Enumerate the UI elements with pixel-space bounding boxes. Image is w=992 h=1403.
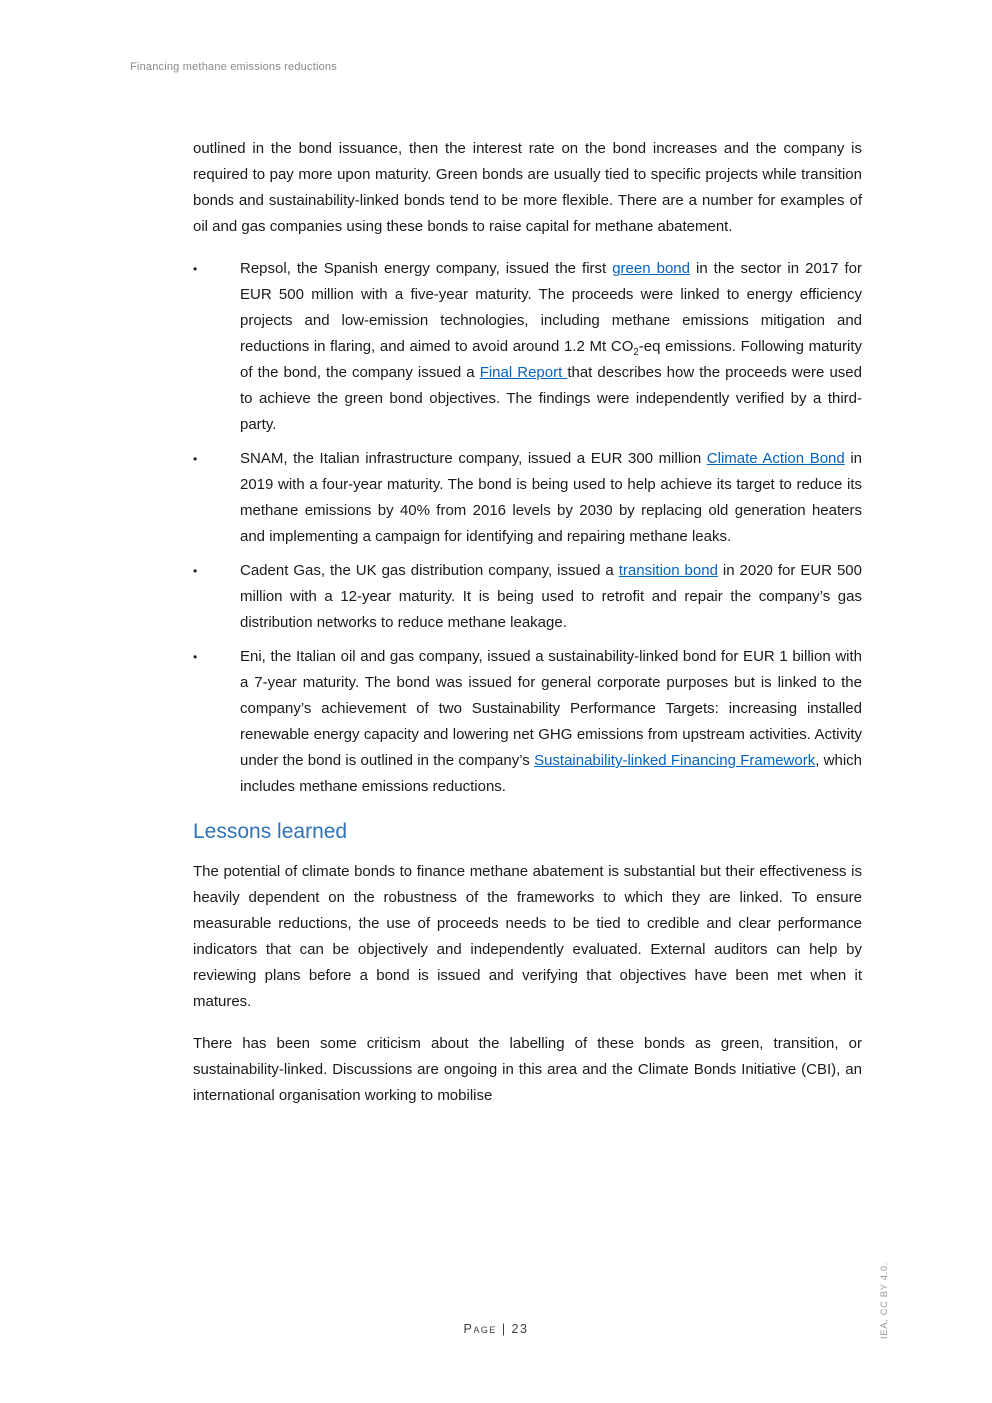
text-run: in 2020 for EUR 500 million with a 12-year maturity. It is being used to retrofit and repair the company’s gas distribution networks to reduce methane leakage. (240, 562, 862, 631)
bullet-icon: • (193, 452, 198, 466)
paragraph: There has been some criticism about the labelling of these bonds as green, transition, or sustainability-linked. Discussions are ongoing in this area and the Climate Bonds Initiative (CBI), an international organisation working to mobilise (193, 1035, 862, 1104)
section-heading: Lessons learned (193, 820, 348, 843)
sustainability-linked-financing-framework-link[interactable]: Sustainability-linked Financing Framework (534, 752, 816, 769)
text-run: SNAM, the Italian infrastructure company, issued a EUR 300 million (240, 450, 707, 467)
list-item-text (240, 446, 862, 550)
climate-action-bond-link[interactable]: Climate Action Bond (706, 450, 845, 467)
text-run: Repsol, the Spanish energy company, issued the first (240, 260, 613, 277)
text-run: Eni, the Italian oil and gas company, issued a sustainability-linked bond for EUR 1 billion with a 7-year maturity. The bond was issued for general corporate purposes but is linked to the company’s achievement of two Sustainability Performance Targets: increasing installed renewable energy capacity and lowering net GHG emissions from upstream activities. Activity under the bond is outlined in the company’s (240, 648, 862, 769)
transition-bond-link[interactable]: transition bond (618, 562, 718, 579)
text-run: -eq emissions. Following maturity of the bond, the company issued a (240, 338, 862, 381)
intro-paragraph: outlined in the bond issuance, then the interest rate on the bond increases and the company is required to pay more upon maturity. Green bonds are usually tied to specific projects while transition bonds and sustainability-linked bonds tend to be more flexible. There are a number for examples of oil and gas companies using these bonds to raise capital for methane abatement. (193, 140, 862, 235)
subscript: 2 (633, 347, 639, 358)
list-item-text (240, 644, 862, 800)
list-item (193, 256, 862, 438)
bullet-icon: • (193, 262, 198, 276)
page-content (193, 136, 862, 1125)
running-header: Financing methane emissions reductions (130, 61, 337, 73)
copyright-side-note: IEA. CC BY 4.0. (879, 1262, 890, 1339)
text-run: in 2019 with a four-year maturity. The bond is being used to help achieve its target to reduce its methane emissions by 40% from 2016 levels by 2030 by replacing old generation heaters and implementing a campaign for identifying and repairing methane leaks. (240, 450, 863, 545)
text-run: in the sector in 2017 for EUR 500 million with a five-year maturity. The proceeds were linked to energy efficiency projects and low-emission technologies, including methane emissions mitigation and reductions in flaring, and aimed to avoid around 1.2 Mt CO (240, 260, 862, 355)
list-item (193, 558, 862, 636)
page-number: Page | 23 (463, 1322, 529, 1336)
page-footer (0, 1322, 992, 1336)
green-bond-link[interactable]: green bond (612, 260, 690, 277)
list-item-text (240, 558, 862, 636)
bullet-icon: • (193, 564, 198, 578)
list-item-text (240, 256, 862, 438)
bullet-icon: • (193, 650, 198, 664)
text-run: , which includes methane emissions reductions. (240, 752, 863, 795)
list-item (193, 644, 862, 800)
bullet-list (193, 256, 862, 800)
final-report-link[interactable]: Final Report (479, 364, 568, 381)
list-item (193, 446, 862, 550)
paragraph: The potential of climate bonds to finance methane abatement is substantial but their effectiveness is heavily dependent on the robustness of the frameworks to which they are linked. To ensure measurable reductions, the use of proceeds needs to be tied to credible and clear performance indicators that can be objectively and independently evaluated. External auditors can help by reviewing plans before a bond is issued and verifying that objectives have been met when it matures. (193, 863, 862, 1010)
text-run: that describes how the proceeds were used to achieve the green bond objectives. The findings were independently verified by a third-party. (240, 364, 862, 433)
text-run: Cadent Gas, the UK gas distribution company, issued a (240, 562, 619, 579)
